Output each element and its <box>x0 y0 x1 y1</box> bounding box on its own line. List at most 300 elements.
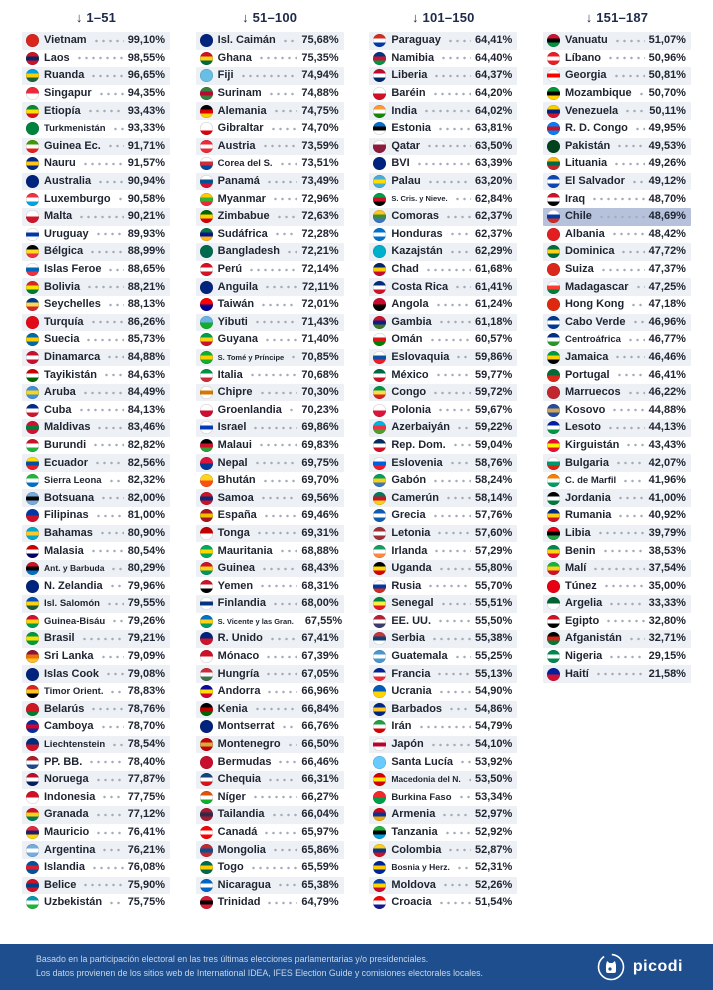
turnout-value: 55,80% <box>475 562 513 575</box>
turnout-value: 53,92% <box>475 755 513 768</box>
country-name: Ant. y Barbuda <box>44 563 105 574</box>
dotted-leader <box>258 491 298 505</box>
country-name: Montenegro <box>217 738 281 751</box>
country-name: Fiji <box>217 69 234 82</box>
dotted-leader <box>425 579 471 593</box>
country-row <box>369 401 517 419</box>
dotted-leader <box>606 597 644 611</box>
country-row <box>196 877 344 895</box>
country-flag-icon <box>26 157 39 170</box>
turnout-value: 48,70% <box>648 192 686 205</box>
country-flag-icon <box>26 580 39 593</box>
turnout-value: 68,31% <box>301 579 339 592</box>
country-name: S. Vicente y las Gran. <box>217 616 294 626</box>
country-name: Alemania <box>217 104 267 117</box>
country-flag-icon <box>373 597 386 610</box>
country-row <box>369 648 517 666</box>
turnout-value: 47,18% <box>648 298 686 311</box>
turnout-value: 66,96% <box>301 685 339 698</box>
dotted-leader <box>452 192 471 206</box>
turnout-value: 48,69% <box>648 210 686 223</box>
country-name: Colombia <box>391 843 442 856</box>
country-flag-icon <box>373 316 386 329</box>
turnout-value: 74,70% <box>301 122 339 135</box>
country-flag-icon <box>200 351 213 364</box>
country-name: Lituania <box>564 157 608 170</box>
column-header: ↓ 1–51 <box>75 10 117 25</box>
dotted-leader <box>434 526 471 540</box>
dotted-leader <box>92 456 124 470</box>
country-flag-icon <box>373 298 386 311</box>
turnout-value: 68,88% <box>301 544 339 557</box>
country-name: Jamaica <box>564 350 609 363</box>
country-flag-icon <box>373 826 386 839</box>
dotted-leader <box>626 632 645 646</box>
country-row <box>196 349 344 367</box>
country-row <box>369 753 517 771</box>
country-flag-icon <box>200 175 213 188</box>
turnout-value: 55,70% <box>475 579 513 592</box>
country-name: Etiopía <box>44 104 81 117</box>
picodi-mascot-icon <box>596 952 626 982</box>
dotted-leader <box>595 526 645 540</box>
dotted-leader <box>284 245 297 259</box>
country-flag-icon <box>547 580 560 593</box>
dotted-leader <box>436 685 471 699</box>
turnout-value: 73,49% <box>301 175 339 188</box>
country-row <box>22 454 170 472</box>
country-flag-icon <box>373 369 386 382</box>
country-name: Qatar <box>391 139 421 152</box>
country-row <box>196 701 344 719</box>
country-name: Isl. Caimán <box>217 34 276 47</box>
country-flag-icon <box>373 632 386 645</box>
dotted-leader <box>434 667 471 681</box>
turnout-value: 71,43% <box>301 315 339 328</box>
country-name: Tanzania <box>391 826 438 839</box>
turnout-value: 41,00% <box>648 491 686 504</box>
country-row <box>196 138 344 156</box>
dotted-leader <box>431 544 471 558</box>
country-row <box>22 50 170 68</box>
turnout-value: 84,88% <box>127 350 165 363</box>
country-name: PP. BB. <box>44 755 83 768</box>
country-row <box>22 67 170 85</box>
turnout-value: 62,29% <box>475 245 513 258</box>
turnout-value: 52,92% <box>475 826 513 839</box>
turnout-value: 73,59% <box>301 139 339 152</box>
dotted-leader <box>601 579 645 593</box>
dotted-leader <box>428 738 471 752</box>
country-flag-icon <box>373 245 386 258</box>
country-row <box>22 366 170 384</box>
country-name: Canadá <box>217 826 258 839</box>
dotted-leader <box>454 421 471 435</box>
country-flag-icon <box>547 193 560 206</box>
country-name: Nigeria <box>564 650 603 663</box>
turnout-value: 77,87% <box>127 773 165 786</box>
country-flag-icon <box>373 509 386 522</box>
country-row <box>22 753 170 771</box>
country-flag-icon <box>373 122 386 135</box>
country-row <box>369 525 517 543</box>
dotted-leader <box>265 773 297 787</box>
turnout-value: 43,43% <box>648 438 686 451</box>
country-row <box>196 613 344 631</box>
country-name: Suecia <box>44 333 80 346</box>
country-name: Uruguay <box>44 227 89 240</box>
country-flag-icon <box>547 492 560 505</box>
country-flag-icon <box>26 808 39 821</box>
country-name: Chad <box>391 263 419 276</box>
turnout-value: 29,15% <box>648 650 686 663</box>
dotted-leader <box>277 157 298 171</box>
country-name: Andorra <box>217 685 261 698</box>
turnout-value: 65,59% <box>301 861 339 874</box>
country-name: Camboya <box>44 720 94 733</box>
country-row <box>22 507 170 525</box>
country-flag-icon <box>373 720 386 733</box>
country-flag-icon <box>547 650 560 663</box>
country-flag-icon <box>373 844 386 857</box>
country-row <box>369 296 517 314</box>
country-flag-icon <box>200 703 213 716</box>
turnout-value: 83,46% <box>127 421 165 434</box>
country-row <box>196 753 344 771</box>
dotted-leader <box>93 773 124 787</box>
country-row <box>369 102 517 120</box>
country-flag-icon <box>26 597 39 610</box>
turnout-value: 88,13% <box>127 298 165 311</box>
country-row <box>369 419 517 437</box>
country-name: Hungría <box>217 667 260 680</box>
dotted-leader <box>260 474 298 488</box>
dotted-leader <box>246 263 297 277</box>
country-name: Tonga <box>217 526 250 539</box>
country-name: Libia <box>564 526 591 539</box>
country-row <box>369 314 517 332</box>
dotted-leader <box>279 720 298 734</box>
dotted-leader <box>452 650 471 664</box>
turnout-value: 47,72% <box>648 245 686 258</box>
country-row <box>196 595 344 613</box>
turnout-value: 69,83% <box>301 438 339 451</box>
ranking-column <box>196 6 344 912</box>
turnout-value: 48,42% <box>648 227 686 240</box>
dotted-leader <box>105 263 123 277</box>
dotted-leader <box>285 738 298 752</box>
dotted-leader <box>101 368 124 382</box>
country-name: Túnez <box>564 579 597 592</box>
country-row <box>22 577 170 595</box>
turnout-value: 50,81% <box>648 69 686 82</box>
country-name: Laos <box>44 51 70 64</box>
turnout-value: 67,39% <box>301 650 339 663</box>
country-row <box>196 366 344 384</box>
country-flag-icon <box>373 861 386 874</box>
country-row <box>543 613 691 631</box>
country-name: Madagascar <box>564 280 629 293</box>
country-flag-icon <box>200 69 213 82</box>
turnout-value: 63,50% <box>475 139 513 152</box>
country-row <box>196 208 344 226</box>
dotted-leader <box>85 104 124 118</box>
turnout-value: 52,31% <box>475 861 513 874</box>
country-row <box>543 401 691 419</box>
dotted-leader <box>611 157 645 171</box>
country-row <box>369 85 517 103</box>
country-row <box>543 454 691 472</box>
turnout-value: 79,96% <box>127 579 165 592</box>
country-name: Marruecos <box>564 386 621 399</box>
dotted-leader <box>430 386 471 400</box>
country-name: Botsuana <box>44 491 95 504</box>
turnout-value: 64,79% <box>301 896 339 909</box>
country-row <box>22 489 170 507</box>
country-row <box>196 278 344 296</box>
country-flag-icon <box>200 34 213 47</box>
country-flag-icon <box>200 228 213 241</box>
turnout-value: 68,43% <box>301 562 339 575</box>
country-row <box>369 67 517 85</box>
country-name: Liberia <box>391 69 428 82</box>
turnout-value: 98,55% <box>127 51 165 64</box>
dotted-leader <box>629 175 645 189</box>
footer-note <box>36 953 596 980</box>
dotted-leader <box>280 34 298 48</box>
country-name: Ucrania <box>391 685 432 698</box>
dotted-leader <box>423 263 471 277</box>
dotted-leader <box>436 315 471 329</box>
country-flag-icon <box>26 826 39 839</box>
country-flag-icon <box>373 105 386 118</box>
country-name: Nicaragua <box>217 878 271 891</box>
country-name: Rumania <box>564 509 612 522</box>
country-row <box>196 789 344 807</box>
country-row <box>196 542 344 560</box>
footer-bar <box>0 944 713 990</box>
country-flag-icon <box>26 562 39 575</box>
country-row <box>543 102 691 120</box>
country-name: Irán <box>391 720 412 733</box>
country-name: Macedonia del N. <box>391 774 461 785</box>
turnout-value: 54,90% <box>475 685 513 698</box>
country-flag-icon <box>26 69 39 82</box>
country-row <box>369 806 517 824</box>
dotted-leader <box>435 614 471 628</box>
dotted-leader <box>628 298 644 312</box>
country-name: Islandia <box>44 861 85 874</box>
country-name: Bangladesh <box>217 245 281 258</box>
country-row <box>196 384 344 402</box>
country-name: Francia <box>391 667 431 680</box>
dotted-leader <box>93 826 123 840</box>
country-row <box>369 190 517 208</box>
country-flag-icon <box>200 615 213 628</box>
country-flag-icon <box>547 157 560 170</box>
turnout-value: 75,75% <box>127 896 165 909</box>
country-name: Australia <box>44 175 92 188</box>
country-name: C. de Marfil <box>564 474 617 486</box>
dotted-leader <box>252 315 298 329</box>
turnout-value: 67,55% <box>304 614 343 627</box>
dotted-leader <box>270 843 297 857</box>
turnout-value: 79,55% <box>127 597 165 610</box>
dotted-leader <box>254 526 298 540</box>
country-name: Portugal <box>564 368 610 381</box>
country-row <box>543 296 691 314</box>
turnout-value: 47,37% <box>648 263 686 276</box>
country-name: Islas Feroe <box>44 263 102 276</box>
country-row <box>22 683 170 701</box>
dotted-leader <box>91 34 124 48</box>
dotted-leader <box>109 738 123 752</box>
country-row <box>196 630 344 648</box>
country-row <box>196 419 344 437</box>
country-row <box>196 525 344 543</box>
country-flag-icon <box>200 668 213 681</box>
country-flag-icon <box>26 52 39 65</box>
country-name: Vanuatu <box>564 34 608 47</box>
turnout-value: 64,20% <box>475 87 513 100</box>
country-name: Uzbekistán <box>44 896 103 909</box>
turnout-value: 49,53% <box>648 139 686 152</box>
dotted-leader <box>433 298 471 312</box>
country-name: Israel <box>217 421 247 434</box>
country-row <box>543 138 691 156</box>
country-flag-icon <box>373 34 386 47</box>
country-name: Granada <box>44 808 89 821</box>
country-name: Panamá <box>217 175 260 188</box>
dotted-leader <box>80 386 124 400</box>
country-row <box>196 824 344 842</box>
country-row <box>196 190 344 208</box>
country-name: Nauru <box>44 157 76 170</box>
turnout-value: 63,39% <box>475 157 513 170</box>
country-row <box>369 595 517 613</box>
dotted-leader <box>84 280 124 294</box>
country-name: Venezuela <box>564 104 619 117</box>
dotted-leader <box>450 438 471 452</box>
turnout-value: 82,32% <box>127 474 165 487</box>
turnout-value: 62,37% <box>475 210 513 223</box>
country-name: Armenia <box>391 808 436 821</box>
country-flag-icon <box>200 157 213 170</box>
turnout-value: 96,65% <box>127 69 165 82</box>
country-row <box>22 384 170 402</box>
country-name: Georgia <box>564 69 607 82</box>
country-row <box>369 366 517 384</box>
country-row <box>369 226 517 244</box>
country-row <box>369 877 517 895</box>
country-flag-icon <box>26 316 39 329</box>
country-row <box>22 208 170 226</box>
turnout-value: 46,22% <box>648 386 686 399</box>
country-flag-icon <box>26 87 39 100</box>
turnout-value: 76,21% <box>127 843 165 856</box>
turnout-value: 46,96% <box>648 315 686 328</box>
country-name: Moldova <box>391 878 436 891</box>
dotted-leader <box>263 650 297 664</box>
country-row <box>369 824 517 842</box>
turnout-value: 64,41% <box>475 34 513 47</box>
dotted-leader <box>435 122 471 136</box>
country-flag-icon <box>26 896 39 909</box>
country-row <box>543 472 691 490</box>
country-row <box>543 366 691 384</box>
turnout-value: 64,40% <box>475 51 513 64</box>
country-name: Guinea-Bisáu <box>44 615 106 627</box>
country-row <box>196 331 344 349</box>
dotted-leader <box>636 87 645 101</box>
country-row <box>22 419 170 437</box>
country-flag-icon <box>26 369 39 382</box>
dotted-leader <box>609 227 645 241</box>
country-flag-icon <box>547 632 560 645</box>
turnout-value: 61,18% <box>475 315 513 328</box>
dotted-leader <box>107 579 124 593</box>
turnout-value: 39,79% <box>648 526 686 539</box>
country-name: Aruba <box>44 386 76 399</box>
dotted-leader <box>612 350 644 364</box>
country-flag-icon <box>373 140 386 153</box>
country-flag-icon <box>373 527 386 540</box>
ranking-column <box>543 6 691 912</box>
turnout-value: 69,75% <box>301 456 339 469</box>
country-flag-icon <box>373 263 386 276</box>
dotted-leader <box>445 843 471 857</box>
turnout-value: 50,70% <box>648 87 686 100</box>
country-row <box>369 718 517 736</box>
country-flag-icon <box>373 439 386 452</box>
country-row <box>22 736 170 754</box>
country-name: Letonia <box>391 526 431 539</box>
country-name: Angola <box>391 298 429 311</box>
country-flag-icon <box>373 685 386 698</box>
country-name: Brasil <box>44 632 75 645</box>
country-flag-icon <box>200 333 213 346</box>
country-row <box>369 384 517 402</box>
dotted-leader <box>605 421 645 435</box>
turnout-value: 62,84% <box>475 192 513 205</box>
dotted-leader <box>452 280 471 294</box>
dotted-leader <box>86 755 123 769</box>
dotted-leader <box>453 350 471 364</box>
country-flag-icon <box>200 685 213 698</box>
country-name: Cabo Verde <box>564 315 626 328</box>
country-row <box>369 789 517 807</box>
country-name: Egipto <box>564 614 600 627</box>
country-flag-icon <box>26 791 39 804</box>
country-flag-icon <box>200 861 213 874</box>
country-row <box>196 67 344 85</box>
country-row <box>369 894 517 912</box>
dotted-leader <box>593 667 645 681</box>
dotted-leader <box>98 720 124 734</box>
turnout-value: 44,88% <box>648 403 686 416</box>
country-flag-icon <box>547 562 560 575</box>
turnout-value: 42,07% <box>648 456 686 469</box>
country-row <box>22 613 170 631</box>
turnout-value: 77,75% <box>127 790 165 803</box>
country-row <box>196 841 344 859</box>
dotted-leader <box>262 333 297 347</box>
dotted-leader <box>99 843 123 857</box>
turnout-value: 66,04% <box>301 808 339 821</box>
country-name: Belarús <box>44 702 85 715</box>
dotted-leader <box>630 315 645 329</box>
country-flag-icon <box>547 122 560 135</box>
